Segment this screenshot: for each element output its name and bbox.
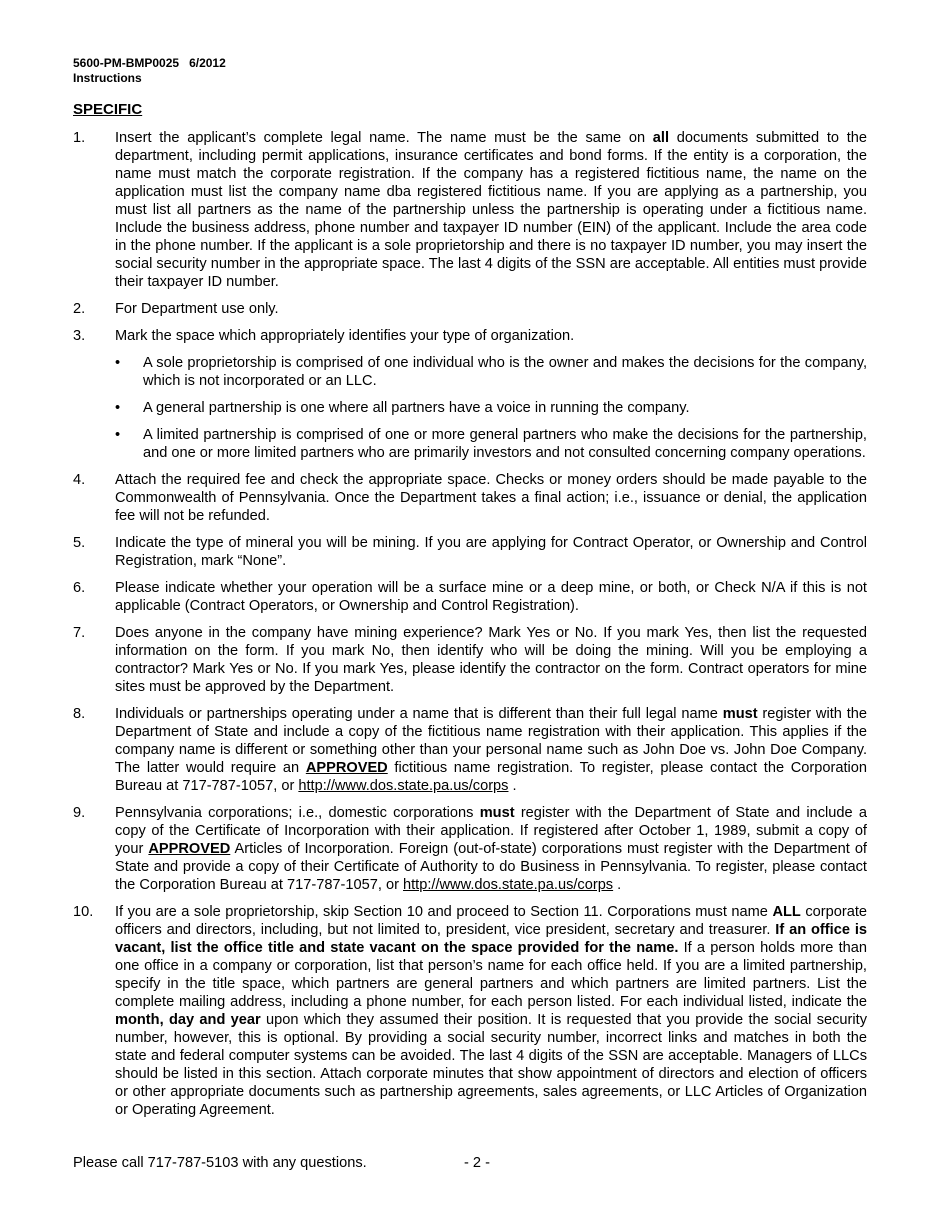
instruction-item xyxy=(73,705,867,795)
bullet-icon: • xyxy=(115,427,121,443)
item-text: Indicate the type of mineral you will be mining. If you are applying for Contract Operator, or Ownership and Control Registration, mark “None”. xyxy=(115,535,867,569)
item-text: Attach the required fee and check the appropriate space. Checks or money orders should be made payable to the Commonwealth of Pennsylvania. Once the Department takes a final action; i.e., issuance or denial, the application fee will not be refunded. xyxy=(115,472,867,524)
footer-contact: Please call 717-787-5103 with any questions. xyxy=(73,1155,367,1171)
instruction-list xyxy=(73,129,867,1128)
item-text: Mark the space which appropriately identifies your type of organization. xyxy=(115,328,575,344)
instruction-item xyxy=(73,804,867,894)
doc-type: Instructions xyxy=(73,71,142,85)
organization-type-list xyxy=(115,354,867,462)
item-text: Does anyone in the company have mining experience? Mark Yes or No. If you mark Yes, then list the requested information on the form. If you mark No, then identify who will be doing the mining. Will you be employing a contractor? Mark Yes or No. If you mark Yes, please identify the contractor on the form. Contract operators for mine sites must be approved by the Department. xyxy=(115,625,867,695)
bullet-item xyxy=(115,399,867,417)
instruction-item xyxy=(73,327,867,462)
item-number: 7. xyxy=(73,625,86,641)
item-text: Insert the applicant’s complete legal name. The name must be the same on all documents submitted to the department, including permit applications, insurance certificates and bond forms. If the entity is a corporation, the name must match the corporate registration. If the company has a registered fictitious name, the name on the application must list the company name dba registered fictitious name. If you are applying as a partnership, you must list all partners as the name of the partnership unless the partnership is operating under a fictitious name. Include the business address, phone number and taxpayer ID number (EIN) of the applicant. Include the area code in the phone number. If the applicant is a sole proprietorship and there is no taxpayer ID number, you may insert the social security number in the appropriate space. The last 4 digits of the SSN are acceptable. All entities must provide their taxpayer ID number. xyxy=(115,130,867,290)
instruction-item xyxy=(73,579,867,615)
item-number: 9. xyxy=(73,805,86,821)
page-number: - 2 - xyxy=(464,1155,490,1171)
corporation-bureau-link[interactable]: http://www.dos.state.pa.us/corps xyxy=(403,877,614,893)
item-number: 3. xyxy=(73,328,86,344)
item-text: If you are a sole proprietorship, skip Section 10 and proceed to Section 11. Corporations must name ALL corporate officers and directors, including, but not limited to, president, vice president, secretary and treasurer. If an office is vacant, list the office title and state vacant on the space provided for the name. If a person holds more than one office in a company or corporation, list that person’s name for each office held. If you are a limited partnership, specify in the title space, which partners are general partners and which partners are limited partners. List the complete mailing address, including a phone number, for each person listed. For each individual listed, indicate the month, day and year upon which they assumed their position. It is requested that you provide the social security number, however, this is optional. By providing a social security number, incorrect links and matches in both the state and federal computer systems can be avoided. The last 4 digits of the SSN are acceptable. Managers of LLCs should be listed in this section. Attach corporate minutes that show appointment of directors and election of officers or other appropriate documents such as partnership agreements, sales agreements, or LLC Articles of Organization or Operating Agreement. xyxy=(115,904,868,1118)
instruction-item xyxy=(73,534,867,570)
form-id-line xyxy=(73,56,226,71)
corporation-bureau-link[interactable]: http://www.dos.state.pa.us/corps xyxy=(298,778,509,794)
instruction-item xyxy=(73,903,867,1119)
instruction-item xyxy=(73,624,867,696)
item-text: Pennsylvania corporations; i.e., domestic corporations must register with the Department of State and include a copy of the Certificate of Incorporation with their application. If registered after October 1, 1989, submit a copy of your APPROVED Articles of Incorporation. Foreign (out-of-state) corporations must register with the Department of State and provide a copy of their Certificate of Authority to do Business in Pennsylvania. To register, please contact the Corporation Bureau at 717-787-1057, or http://www.dos.state.pa.us/corps . xyxy=(115,805,867,893)
instruction-item xyxy=(73,129,867,291)
item-number: 8. xyxy=(73,706,86,722)
bullet-icon: • xyxy=(115,400,121,416)
bullet-text: A limited partnership is comprised of one or more general partners who make the decisions for the partnership, and one or more limited partners who are primarily investors and not consulted concerning company operations. xyxy=(143,427,867,461)
bullet-icon: • xyxy=(115,355,121,371)
bullet-item xyxy=(115,354,867,390)
section-title: SPECIFIC xyxy=(73,101,143,118)
item-number: 5. xyxy=(73,535,86,551)
bullet-text: A sole proprietorship is comprised of one individual who is the owner and makes the decisions for the company, which is not incorporated or an LLC. xyxy=(143,355,867,389)
form-date: 6/2012 xyxy=(189,56,226,70)
bullet-item xyxy=(115,426,867,462)
item-number: 1. xyxy=(73,130,86,146)
instruction-item xyxy=(73,471,867,525)
document-header xyxy=(73,56,226,86)
instruction-item xyxy=(73,300,867,318)
item-text: Please indicate whether your operation will be a surface mine or a deep mine, or both, or Check N/A if this is not applicable (Contract Operators, or Ownership and Control Registration). xyxy=(115,580,867,614)
item-number: 2. xyxy=(73,301,86,317)
item-text: For Department use only. xyxy=(115,301,279,317)
bullet-text: A general partnership is one where all partners have a voice in running the company. xyxy=(143,400,690,416)
item-number: 4. xyxy=(73,472,86,488)
item-number: 6. xyxy=(73,580,86,596)
item-number: 10. xyxy=(73,904,94,920)
item-text: Individuals or partnerships operating under a name that is different than their full legal name must register with the Department of State and include a copy of the fictitious name registration with their application. This applies if the company name is different or something other than your personal name such as John Doe vs. John Doe Company. The latter would require an APPROVED fictitious name registration. To register, please contact the Corporation Bureau at 717-787-1057, or http://www.dos.state.pa.us/corps . xyxy=(115,706,868,794)
form-id: 5600-PM-BMP0025 xyxy=(73,56,180,70)
